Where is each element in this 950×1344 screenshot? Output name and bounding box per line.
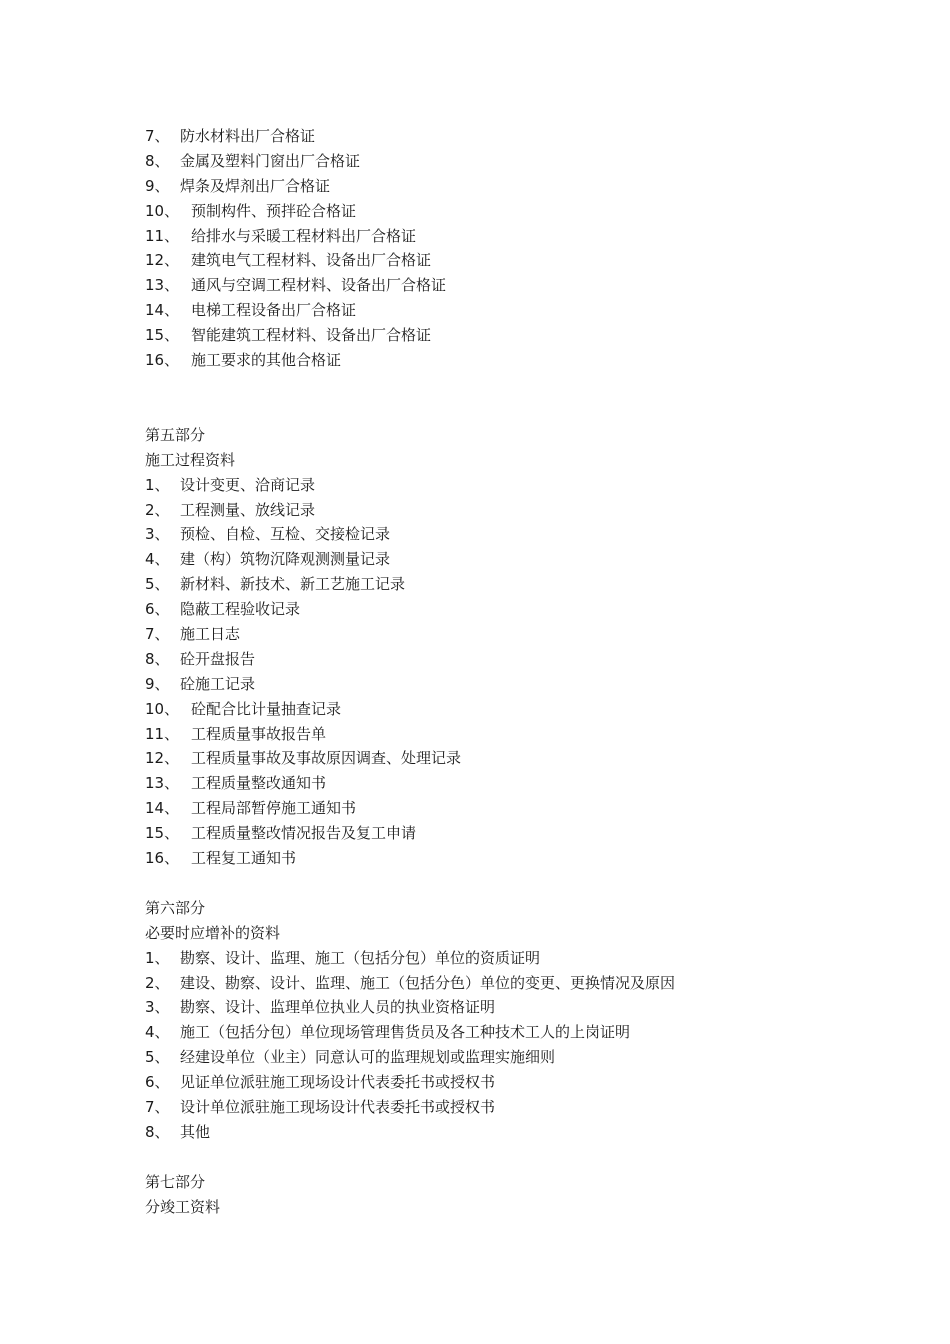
list-item: 2、 工程测量、放线记录 [145, 500, 316, 519]
list-item: 13、 工程质量整改通知书 [145, 774, 327, 793]
list-item: 8、 砼开盘报告 [145, 649, 256, 668]
list-item: 7、 设计单位派驻施工现场设计代表委托书或授权书 [145, 1097, 496, 1116]
list-continued [145, 124, 905, 373]
list-item: 1、 设计变更、洽商记录 [145, 475, 316, 494]
list-item: 7、 施工日志 [145, 625, 241, 644]
list-item: 16、 施工要求的其他合格证 [145, 351, 342, 370]
list-item: 15、 工程质量整改情况报告及复工申请 [145, 824, 417, 843]
list-item: 8、 金属及塑料门窗出厂合格证 [145, 151, 361, 170]
list-item: 4、 施工（包括分包）单位现场管理售货员及各工种技术工人的上岗证明 [145, 1023, 631, 1042]
list-item: 11、 给排水与采暖工程材料出厂合格证 [145, 226, 417, 245]
list-item: 14、 电梯工程设备出厂合格证 [145, 301, 357, 320]
spacer [145, 373, 905, 423]
part-label: 第五部分 [145, 425, 206, 444]
list-item: 8、 其他 [145, 1122, 211, 1141]
document-page [145, 124, 905, 1219]
list-item: 14、 工程局部暂停施工通知书 [145, 799, 357, 818]
list-item: 12、 建筑电气工程材料、设备出厂合格证 [145, 251, 432, 270]
list-item: 9、 焊条及焊剂出厂合格证 [145, 176, 331, 195]
list-item: 10、 砼配合比计量抽查记录 [145, 699, 342, 718]
list-item: 6、 隐蔽工程验收记录 [145, 600, 301, 619]
list-item: 2、 建设、勘察、设计、监理、施工（包括分色）单位的变更、更换情况及原因 [145, 973, 676, 992]
section-title: 分竣工资料 [145, 1197, 221, 1216]
section-part5 [145, 423, 905, 871]
list-item: 5、 经建设单位（业主）同意认可的监理规划或监理实施细则 [145, 1048, 556, 1067]
list-item: 1、 勘察、设计、监理、施工（包括分包）单位的资质证明 [145, 948, 541, 967]
part-label: 第六部分 [145, 898, 206, 917]
list-item: 11、 工程质量事故报告单 [145, 724, 327, 743]
list-item: 4、 建（构）筑物沉降观测测量记录 [145, 550, 391, 569]
list-item: 15、 智能建筑工程材料、设备出厂合格证 [145, 326, 432, 345]
list-item: 13、 通风与空调工程材料、设备出厂合格证 [145, 276, 447, 295]
list-item: 5、 新材料、新技术、新工艺施工记录 [145, 575, 406, 594]
list-item: 9、 砼施工记录 [145, 674, 256, 693]
spacer [145, 871, 905, 896]
list-item: 7、 防水材料出厂合格证 [145, 127, 316, 145]
part-label: 第七部分 [145, 1172, 206, 1191]
list-item: 3、 预检、自检、互检、交接检记录 [145, 525, 391, 544]
list-item: 16、 工程复工通知书 [145, 849, 297, 868]
section-title: 必要时应增补的资料 [145, 923, 281, 942]
section-part6 [145, 896, 905, 1145]
section-part7 [145, 1170, 905, 1220]
spacer [145, 1145, 905, 1170]
list-item: 12、 工程质量事故及事故原因调查、处理记录 [145, 749, 462, 768]
list-item: 3、 勘察、设计、监理单位执业人员的执业资格证明 [145, 998, 496, 1017]
list-item: 10、 预制构件、预拌砼合格证 [145, 201, 357, 220]
list-item: 6、 见证单位派驻施工现场设计代表委托书或授权书 [145, 1073, 496, 1092]
section-title: 施工过程资料 [145, 450, 236, 469]
